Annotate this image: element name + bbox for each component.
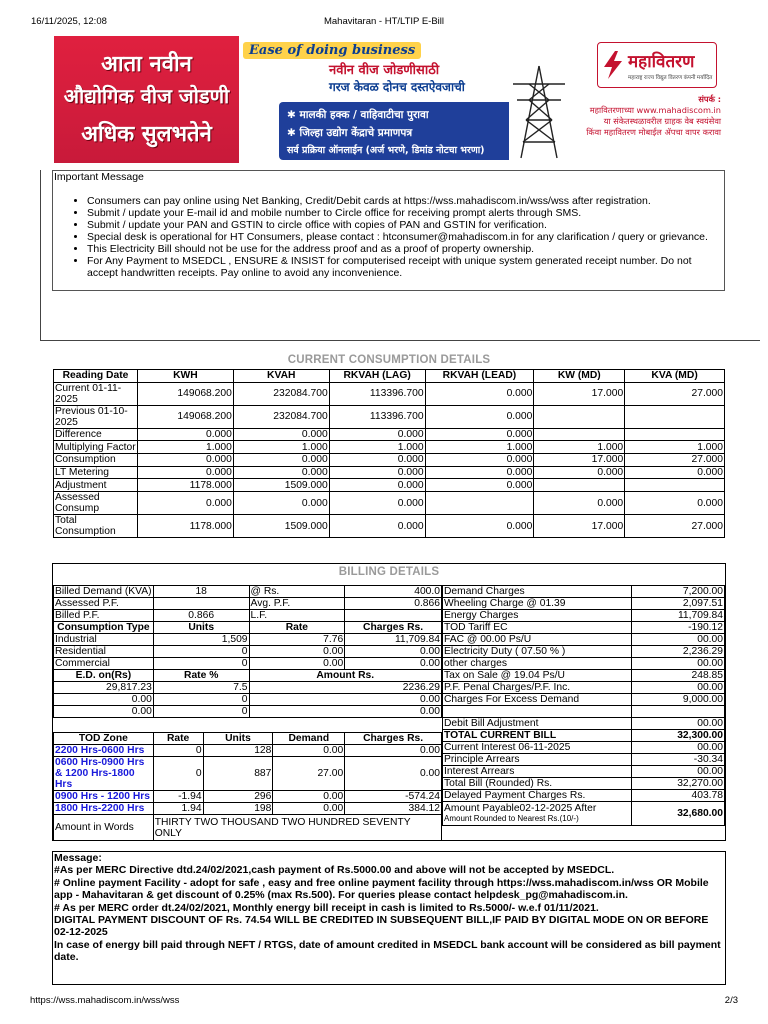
tod-header-cell: Units (203, 733, 273, 745)
consumption-cell: 0.000 (137, 466, 233, 479)
ct-header: Units (153, 622, 249, 634)
charge-row (443, 622, 725, 634)
billed-pf-label: Billed P.F. (54, 610, 154, 622)
consumption-row (54, 492, 725, 515)
important-item: • Special desk is operational for HT Consumers, please contact : htconsumer@mahadiscom.in for any clarification / query or grievance. (87, 231, 719, 243)
consumption-cell: Current 01-11-2025 (54, 382, 138, 405)
consumption-cell: 0.000 (534, 466, 625, 479)
consumption-cell: 0.000 (625, 492, 725, 515)
charge-row (443, 598, 725, 610)
consumption-cell: 0.000 (233, 492, 329, 515)
bill-summary-row (443, 790, 725, 802)
ed-header (54, 670, 442, 682)
tod-cell: 296 (203, 791, 273, 803)
consumption-cell: 0.000 (137, 454, 233, 467)
consumption-type-cell: 0 (153, 658, 249, 670)
avg-pf-label: Avg. P.F. (249, 598, 345, 610)
consumption-cell: 149068.200 (137, 405, 233, 428)
tod-cell: 0.00 (273, 791, 345, 803)
ed-cell: 29,817.23 (54, 682, 154, 694)
consumption-table (53, 369, 725, 538)
consumption-type-cell: 0.00 (345, 658, 442, 670)
consumption-cell: 0.000 (137, 492, 233, 515)
consumption-cell: 1509.000 (233, 479, 329, 492)
charge-cell: 7,200.00 (632, 586, 725, 598)
bill-summary-cell: 403.78 (632, 790, 725, 802)
consumption-cell: 17.000 (534, 515, 625, 538)
message-line: # As per MERC order dt.24/02/2021, Monthly energy bill receipt in cash is limited to Rs.5000/- w.e.f 01/11/2021. (54, 901, 599, 914)
frame-left-rule (40, 170, 41, 341)
debit-adjustment-label: Debit Bill Adjustment (443, 718, 632, 730)
ed-row (54, 694, 442, 706)
consumption-cell: 1.000 (329, 441, 425, 454)
consumption-cell: Assessed Consump (54, 492, 138, 515)
bill-summary-row (443, 754, 725, 766)
charge-cell: 11,709.84 (632, 610, 725, 622)
ed-cell: 0.00 (249, 706, 441, 718)
bill-summary-cell: Principle Arrears (443, 754, 632, 766)
charge-cell: 00.00 (632, 634, 725, 646)
banner-bullet-1: ✱ मालकी हक्क / वाहिवाटीचा पुरावा (287, 109, 429, 121)
billed-demand-value: 18 (153, 586, 249, 598)
tod-row (54, 757, 442, 791)
ed-header-cell: Amount Rs. (249, 670, 441, 682)
consumption-type-cell: Industrial (54, 634, 154, 646)
consumption-cell (625, 479, 725, 492)
ed-cell: 0 (153, 694, 249, 706)
consumption-cell: 0.000 (534, 492, 625, 515)
charge-cell: Wheeling Charge @ 01.39 (443, 598, 632, 610)
bill-summary-cell: Total Bill (Rounded) Rs. (443, 778, 632, 790)
charge-cell: P.F. Penal Charges/P.F. Inc. (443, 682, 632, 694)
ct-header: Consumption Type (54, 622, 154, 634)
tod-cell: 198 (203, 803, 273, 815)
tod-cell: 1.94 (153, 803, 203, 815)
message-line: In case of energy bill paid through NEFT / RTGS, date of amount credited in MSEDCL bank account will be considered as bill payment date. (54, 938, 721, 964)
billed-pf-row (54, 610, 442, 622)
total-current-row (443, 730, 725, 742)
consumption-type-cell: 0 (153, 646, 249, 658)
tod-cell: 2200 Hrs-0600 Hrs (54, 745, 154, 757)
consumption-cell: 232084.700 (233, 405, 329, 428)
logo-text: महावितरण (628, 52, 695, 72)
billed-demand-row (54, 586, 442, 598)
lf-label: L.F. (249, 610, 345, 622)
col-header: RKVAH (LAG) (329, 370, 425, 383)
tod-header-cell: TOD Zone (54, 733, 154, 745)
consumption-cell: 149068.200 (137, 382, 233, 405)
power-tower-icon (509, 64, 569, 160)
billed-demand-label: Billed Demand (KVA) (55, 586, 152, 597)
consumption-type-row (54, 646, 442, 658)
consumption-cell: 1178.000 (137, 479, 233, 492)
consumption-row (54, 479, 725, 492)
bill-summary-cell: -30.34 (632, 754, 725, 766)
charge-cell: TOD Tariff EC (443, 622, 632, 634)
assessed-pf-value (153, 598, 249, 610)
tod-row (54, 745, 442, 757)
message-line: #As per MERC Directive dtd.24/02/2021,cash payment of Rs.5000.00 and above will not be accepted by MSEDCL. (54, 864, 615, 877)
consumption-type-row (54, 658, 442, 670)
consumption-type-cell: 0.00 (249, 658, 345, 670)
banner-bullet-2: ✱ जिल्हा उद्योग केंद्राचे प्रमाणपत्र (287, 127, 413, 139)
charge-row (443, 658, 725, 670)
consumption-cell: 1.000 (137, 441, 233, 454)
total-current-label: TOTAL CURRENT BILL (443, 730, 632, 742)
consumption-cell: 27.000 (625, 382, 725, 405)
tod-cell: 0.00 (273, 745, 345, 757)
tod-row (54, 803, 442, 815)
tod-header-cell: Demand (273, 733, 345, 745)
consumption-cell: 0.000 (625, 466, 725, 479)
consumption-cell: 0.000 (233, 466, 329, 479)
tod-cell: 384.12 (345, 803, 442, 815)
charge-cell: 2,236.29 (632, 646, 725, 658)
consumption-cell: 0.000 (233, 428, 329, 441)
banner-bullet-3: सर्व प्रक्रिया ऑनलाईन (अर्ज भरणे, डिमांड नोटचा भरणा) (287, 145, 485, 156)
charge-cell: -190.12 (632, 622, 725, 634)
frame-bottom-rule (40, 340, 760, 341)
consumption-cell: 0.000 (425, 466, 534, 479)
consumption-cell: 0.000 (425, 382, 534, 405)
amount-payable-label (443, 802, 632, 826)
consumption-cell: 1509.000 (233, 515, 329, 538)
ed-cell: 7.5 (153, 682, 249, 694)
at-rs-value: 400.0 (345, 586, 442, 598)
logo-bolt-icon (602, 51, 624, 79)
consumption-cell: 113396.700 (329, 382, 425, 405)
bill-summary-cell: Current Interest 06-11-2025 (443, 742, 632, 754)
col-header: Reading Date (54, 370, 138, 383)
consumption-row (54, 441, 725, 454)
contact-heading: संपर्क : (698, 94, 721, 104)
consumption-cell (625, 428, 725, 441)
tod-cell: 0.00 (273, 803, 345, 815)
amount-words-row (54, 815, 442, 841)
charge-row (443, 646, 725, 658)
consumption-type-cell: 11,709.84 (345, 634, 442, 646)
consumption-cell: 0.000 (137, 428, 233, 441)
consumption-cell: 17.000 (534, 382, 625, 405)
banner-line-2: गरज केवळ दोनच दस्तऐवजाची (329, 80, 465, 94)
consumption-cell: 1.000 (625, 441, 725, 454)
charge-row (443, 682, 725, 694)
consumption-row (54, 428, 725, 441)
charge-row (443, 694, 725, 706)
banner-headline-line-3: अधिक सुलभतेने (81, 122, 212, 147)
col-header: KWH (137, 370, 233, 383)
message-line: DIGITAL PAYMENT DISCOUNT OF Rs. 74.54 WILL BE CREDITED IN SUBSEQUENT BILL,IF PAID BY DIGITAL MODE ON OR BEFORE 02-12-2025 (54, 914, 709, 939)
important-item: • Submit / update your PAN and GSTIN to circle office with copies of PAN and GSTIN for verification. (87, 219, 719, 231)
consumption-type-cell: Commercial (54, 658, 154, 670)
amount-payable-row (443, 802, 725, 826)
tod-cell: 1800 Hrs-2200 Hrs (54, 803, 154, 815)
consumption-cell: 0.000 (329, 492, 425, 515)
banner-headline-line-2: औद्योगिक वीज जोडणी (63, 84, 230, 108)
tod-cell: 128 (203, 745, 273, 757)
consumption-cell: 0.000 (425, 515, 534, 538)
consumption-cell: Consumption (54, 454, 138, 467)
ed-header-cell: E.D. on(Rs) (54, 670, 154, 682)
banner-bullet-strip (279, 102, 509, 160)
consumption-cell: Adjustment (54, 479, 138, 492)
ed-cell: 0.00 (249, 694, 441, 706)
col-header: KVAH (233, 370, 329, 383)
col-header: RKVAH (LEAD) (425, 370, 534, 383)
after-body (443, 742, 725, 802)
ed-cell: 2236.29 (249, 682, 441, 694)
tod-row (54, 791, 442, 803)
bill-summary-cell: 32,270.00 (632, 778, 725, 790)
message-line: # Online payment Facility - adopt for safe , easy and free online payment facility through https://wss.mahadiscom.in/wss OR Mobile app - Mahavitaran & get discount of 0.25% (max Rs.500). For queries please contact helpdesk_pg@mahadiscom.in. (54, 876, 709, 902)
consumption-type-cell: 0.00 (249, 646, 345, 658)
important-message-box (52, 170, 725, 291)
contact-line-3: किंवा महावितरण मोबाईल ॲपचा वापर करावा (586, 127, 721, 137)
amount-words-label: Amount in Words (54, 815, 154, 841)
charge-cell: 248.85 (632, 670, 725, 682)
print-timestamp: 16/11/2025, 12:08 (31, 16, 107, 27)
consumption-cell: 0.000 (233, 454, 329, 467)
print-url: https://wss.mahadiscom.in/wss/wss (30, 995, 180, 1006)
charge-cell: Energy Charges (443, 610, 632, 622)
consumption-type-cell: 1,509 (153, 634, 249, 646)
banner-headline-line-1: आता नवीन (101, 52, 192, 77)
consumption-cell: Difference (54, 428, 138, 441)
tod-cell: 0 (153, 745, 203, 757)
tod-cell: 0600 Hrs-0900 Hrs & 1200 Hrs-1800 Hrs (54, 757, 154, 791)
ed-row (54, 706, 442, 718)
important-item: • Consumers can pay online using Net Banking, Credit/Debit cards at https://wss.mahadiscom.in/wss/wss after registration. (87, 195, 719, 207)
bill-summary-row (443, 766, 725, 778)
tod-cell: 27.00 (273, 757, 345, 791)
consumption-cell: Previous 01-10-2025 (54, 405, 138, 428)
charge-cell: other charges (443, 658, 632, 670)
at-rs-label: @ Rs. (249, 586, 345, 598)
consumption-cell: 1178.000 (137, 515, 233, 538)
consumption-type-cell: 0.00 (345, 646, 442, 658)
consumption-row (54, 515, 725, 538)
amount-words-value: THIRTY TWO THOUSAND TWO HUNDRED SEVENTY ONLY (153, 815, 441, 841)
consumption-title: CURRENT CONSUMPTION DETAILS (287, 354, 491, 366)
consumption-row (54, 382, 725, 405)
contact-line-1: महावितरणाच्या www.mahadiscom.in (589, 105, 721, 115)
consumption-cell: 27.000 (625, 515, 725, 538)
charge-cell: Electricity Duty ( 07.50 % ) (443, 646, 632, 658)
important-item: • Submit / update your E-mail id and mobile number to Circle office for receiving prompt alerts through SMS. (87, 207, 719, 219)
consumption-row (54, 454, 725, 467)
consumption-cell: 0.000 (329, 428, 425, 441)
charge-cell: Demand Charges (443, 586, 632, 598)
tod-table (53, 732, 442, 841)
message-line: Message: (54, 852, 102, 864)
banner-bullet-1-text: मालकी हक्क / वाहिवाटीचा पुरावा (299, 109, 429, 121)
avg-pf-value: 0.866 (345, 598, 442, 610)
important-item: • For Any Payment to MSEDCL , ENSURE & INSIST for computerised receipt with unique system generated receipt number. Do not accept handwritten receipts. Pay online to avoid any inconvenience. (87, 255, 719, 279)
ed-cell: 0.00 (54, 694, 154, 706)
bill-summary-row (443, 778, 725, 790)
ease-of-business-tag: Ease of doing business (243, 42, 421, 59)
consumption-cell: 1.000 (534, 441, 625, 454)
consumption-cell: 0.000 (329, 515, 425, 538)
charge-cell: 2,097.51 (632, 598, 725, 610)
tod-cell: 0.00 (345, 745, 442, 757)
tod-cell: 887 (203, 757, 273, 791)
consumption-type-header (54, 622, 442, 634)
ct-header: Rate (249, 622, 345, 634)
tod-cell: 0900 Hrs - 1200 Hrs (54, 791, 154, 803)
consumption-cell: LT Metering (54, 466, 138, 479)
tod-header-cell: Charges Rs. (345, 733, 442, 745)
consumption-body (54, 382, 725, 537)
important-message-heading: Important Message (54, 171, 144, 183)
bill-summary-cell: Interest Arrears (443, 766, 632, 778)
print-page-number: 2/3 (724, 995, 738, 1006)
logo-tagline: महाराष्ट्र राज्य विद्युत वितरण कंपनी मर्यादित (628, 75, 713, 81)
ed-cell: 0 (153, 706, 249, 718)
bill-summary-row (443, 742, 725, 754)
contact-line-2: या संकेतस्थळावरील ग्राहक वेब स्वयंसेवा (603, 116, 721, 126)
charge-cell: Tax on Sale @ 19.04 Ps/U (443, 670, 632, 682)
consumption-cell: Total Consumption (54, 515, 138, 538)
print-header (0, 16, 768, 30)
consumption-cell (425, 492, 534, 515)
billing-left-table (53, 585, 442, 718)
consumption-cell: 0.000 (329, 479, 425, 492)
bill-summary-cell: 00.00 (632, 766, 725, 778)
consumption-type-cell: 7.76 (249, 634, 345, 646)
ed-header-cell: Rate % (153, 670, 249, 682)
consumption-cell: 232084.700 (233, 382, 329, 405)
consumption-row (54, 466, 725, 479)
col-header: KW (MD) (534, 370, 625, 383)
charge-row (443, 610, 725, 622)
banner-contact (579, 94, 724, 138)
banner-bullet-2-text: जिल्हा उद्योग केंद्राचे प्रमाणपत्र (299, 127, 413, 139)
charge-cell: FAC @ 00.00 Ps/U (443, 634, 632, 646)
mahavitaran-logo (597, 42, 717, 88)
total-current-value: 32,300.00 (632, 730, 725, 742)
lf-value (345, 610, 442, 622)
charges-body (443, 586, 725, 706)
bill-summary-cell: Delayed Payment Charges Rs. (443, 790, 632, 802)
important-message-list (87, 195, 719, 279)
ed-row (54, 682, 442, 694)
debit-adjustment-value: 00.00 (632, 718, 725, 730)
tod-cell: 0 (153, 757, 203, 791)
message-box (52, 851, 726, 985)
print-title: Mahavitaran - HT/LTIP E-Bill (323, 16, 445, 27)
amount-payable-text: Amount Payable02-12-2025 After (444, 802, 597, 814)
bill-summary-cell: 00.00 (632, 742, 725, 754)
consumption-type-row (54, 634, 442, 646)
promo-banner (54, 36, 724, 163)
consumption-type-cell: Residential (54, 646, 154, 658)
col-header: KVA (MD) (625, 370, 725, 383)
consumption-cell: 27.000 (625, 454, 725, 467)
charge-row (443, 586, 725, 598)
charge-cell: 9,000.00 (632, 694, 725, 706)
tod-cell: -574.24 (345, 791, 442, 803)
banner-right (579, 36, 724, 163)
tod-header-cell: Rate (153, 733, 203, 745)
assessed-pf-label: Assessed P.F. (54, 598, 154, 610)
tod-body (54, 745, 442, 815)
consumption-row (54, 405, 725, 428)
amount-payable-value: 32,680.00 (632, 802, 725, 826)
banner-headline (54, 36, 239, 163)
consumption-cell: 0.000 (329, 466, 425, 479)
tod-cell: 0.00 (345, 757, 442, 791)
consumption-cell (534, 479, 625, 492)
consumption-cell: 1.000 (233, 441, 329, 454)
consumption-header-row (54, 370, 725, 383)
consumption-cell: 0.000 (425, 454, 534, 467)
tod-cell: -1.94 (153, 791, 203, 803)
ed-cell: 0.00 (54, 706, 154, 718)
debit-adjustment-row (443, 718, 725, 730)
important-item: • This Electricity Bill should not be use for the address proof and as a proof of property ownership. (87, 243, 719, 255)
charges-table (442, 585, 725, 826)
billed-pf-value: 0.866 (153, 610, 249, 622)
consumption-cell: 0.000 (425, 428, 534, 441)
consumption-cell (625, 405, 725, 428)
consumption-cell: 0.000 (425, 405, 534, 428)
consumption-cell: 0.000 (329, 454, 425, 467)
consumption-type-body (54, 634, 442, 670)
charge-cell: Charges For Excess Demand (443, 694, 632, 706)
assessed-pf-row (54, 598, 442, 610)
banner-middle (239, 36, 579, 163)
consumption-cell: 113396.700 (329, 405, 425, 428)
billing-title: BILLING DETAILS (338, 566, 440, 578)
consumption-cell (534, 405, 625, 428)
charge-cell: 00.00 (632, 658, 725, 670)
amount-payable-sub: Amount Rounded to Nearest Rs.(10/-) (444, 813, 579, 823)
consumption-cell: 0.000 (425, 479, 534, 492)
charge-cell: 00.00 (632, 682, 725, 694)
spacer-row (443, 706, 725, 718)
consumption-cell (534, 428, 625, 441)
charge-row (443, 634, 725, 646)
charge-row (443, 670, 725, 682)
tod-header (54, 733, 442, 745)
consumption-cell: 17.000 (534, 454, 625, 467)
consumption-cell: 1.000 (425, 441, 534, 454)
banner-line-1: नवीन वीज जोडणीसाठी (329, 63, 440, 78)
consumption-cell: Multiplying Factor (55, 441, 136, 453)
ed-body (54, 682, 442, 718)
ct-header: Charges Rs. (345, 622, 442, 634)
